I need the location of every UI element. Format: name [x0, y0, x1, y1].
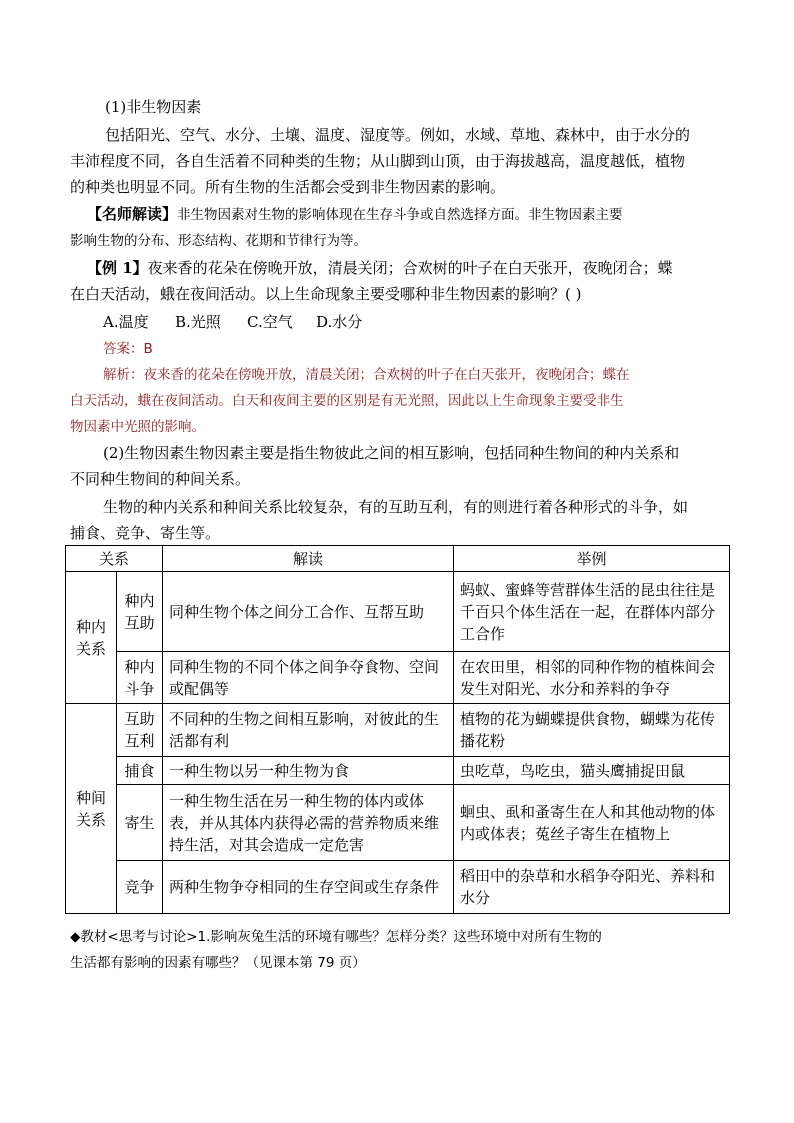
section1-line-1: 包括阳光、空气、水分、土壤、温度、湿度等。例如，水域、草地、森林中，由于水分的 [105, 126, 691, 144]
row-example: 蛔虫、虱和蚤寄生在人和其他动物的体内或体表；菟丝子寄生在植物上 [454, 785, 730, 861]
section2-line-1: (2)生物因素生物因素主要是指生物彼此之间的相互影响，包括同种生物间的种内关系和 [103, 444, 680, 462]
relations-table [65, 545, 730, 914]
section2-para2-line-2: 捕食、竞争、寄生等。 [70, 524, 221, 542]
table-row [66, 704, 730, 757]
teacher-note-line-2: 影响生物的分布、形态结构、花期和节律行为等。 [70, 233, 367, 249]
section1-heading: (1)非生物因素 [105, 98, 202, 116]
row-example: 虫吃草，鸟吃虫，猫头鹰捕捉田鼠 [454, 757, 730, 785]
row-type: 种内互助 [117, 572, 163, 652]
option-a: A.温度 [103, 313, 149, 331]
group-name-intraspecific: 种内关系 [66, 572, 117, 704]
row-explain: 一种生物以另一种生物为食 [163, 757, 454, 785]
row-example: 稻田中的杂草和水稻争夺阳光、养料和水分 [454, 861, 730, 914]
group-name-interspecific: 种间关系 [66, 704, 117, 914]
row-type: 互助互利 [117, 704, 163, 757]
section2-para2-line-1: 生物的种内关系和种间关系比较复杂，有的互助互利，有的则进行着各种形式的斗争，如 [103, 498, 689, 516]
example1-line-2: 在白天活动，蛾在夜间活动。以上生命现象主要受哪种非生物因素的影响？( ) [70, 285, 582, 303]
table-row [66, 652, 730, 704]
row-type: 寄生 [117, 785, 163, 861]
table-row [66, 757, 730, 785]
teacher-note-label: 【名师解读】 [87, 205, 178, 223]
row-explain: 不同种的生物之间相互影响，对彼此的生活都有利 [163, 704, 454, 757]
row-explain: 同种生物个体之间分工合作、互帮互助 [163, 572, 454, 652]
analysis-line-1: 解析：夜来香的花朵在傍晚开放，清晨关闭；合欢树的叶子在白天张开，夜晚闭合；蝶在 [103, 367, 630, 383]
header-example: 举例 [454, 546, 730, 572]
table-header-row [66, 546, 730, 572]
teacher-note-text-1: 非生物因素对生物的影响体现在生存斗争或自然选择方面。非生物因素主要 [177, 207, 623, 223]
textbook-line-2: 生活都有影响的因素有哪些？（见课本第 79 页） [70, 955, 366, 971]
analysis-line-2: 白天活动，蛾在夜间活动。白天和夜间主要的区别是有无光照，因此以上生命现象主要受非生 [70, 393, 624, 409]
row-type: 种内斗争 [117, 652, 163, 704]
table-row [66, 861, 730, 914]
row-example: 植物的花为蝴蝶提供食物，蝴蝶为花传播花粉 [454, 704, 730, 757]
header-explain: 解读 [163, 546, 454, 572]
row-type: 竞争 [117, 861, 163, 914]
answer: 答案：B [103, 341, 153, 357]
row-example: 在农田里，相邻的同种作物的植株间会发生对阳光、水分和养料的争夺 [454, 652, 730, 704]
example1-line-1 [87, 257, 673, 279]
header-relation: 关系 [66, 546, 163, 572]
row-explain: 两种生物争夺相同的生存空间或生存条件 [163, 861, 454, 914]
textbook-line-1: ◆教材<思考与讨论>1.影响灰兔生活的环境有哪些？怎样分类？这些环境中对所有生物的 [70, 929, 602, 945]
row-explain: 一种生物生活在另一种生物的体内或体表，并从其体内获得必需的营养物质来维持生活，对其会造成一定危害 [163, 785, 454, 861]
option-c: C.空气 [247, 313, 293, 331]
row-type: 捕食 [117, 757, 163, 785]
example1-text-1: 夜来香的花朵在傍晚开放，清晨关闭；合欢树的叶子在白天张开，夜晚闭合；蝶 [147, 259, 673, 277]
teacher-note-line-1 [87, 203, 623, 226]
option-d: D.水分 [316, 313, 363, 331]
option-b: B.光照 [175, 313, 221, 331]
row-explain: 同种生物的不同个体之间争夺食物、空间或配偶等 [163, 652, 454, 704]
section1-line-3: 的种类也明显不同。所有生物的生活都会受到非生物因素的影响。 [70, 178, 506, 196]
table-row [66, 785, 730, 861]
example1-label: 【例 1】 [87, 259, 148, 277]
row-example: 蚂蚁、蜜蜂等营群体生活的昆虫往往是千百只个体生活在一起，在群体内部分工合作 [454, 572, 730, 652]
section1-line-2: 丰沛程度不同，各自生活着不同种类的生物；从山脚到山顶，由于海拔越高，温度越低，植物 [70, 152, 686, 170]
analysis-line-3: 物因素中光照的影响。 [70, 419, 205, 435]
section2-line-2: 不同种生物间的种间关系。 [70, 470, 251, 488]
table-row [66, 572, 730, 652]
